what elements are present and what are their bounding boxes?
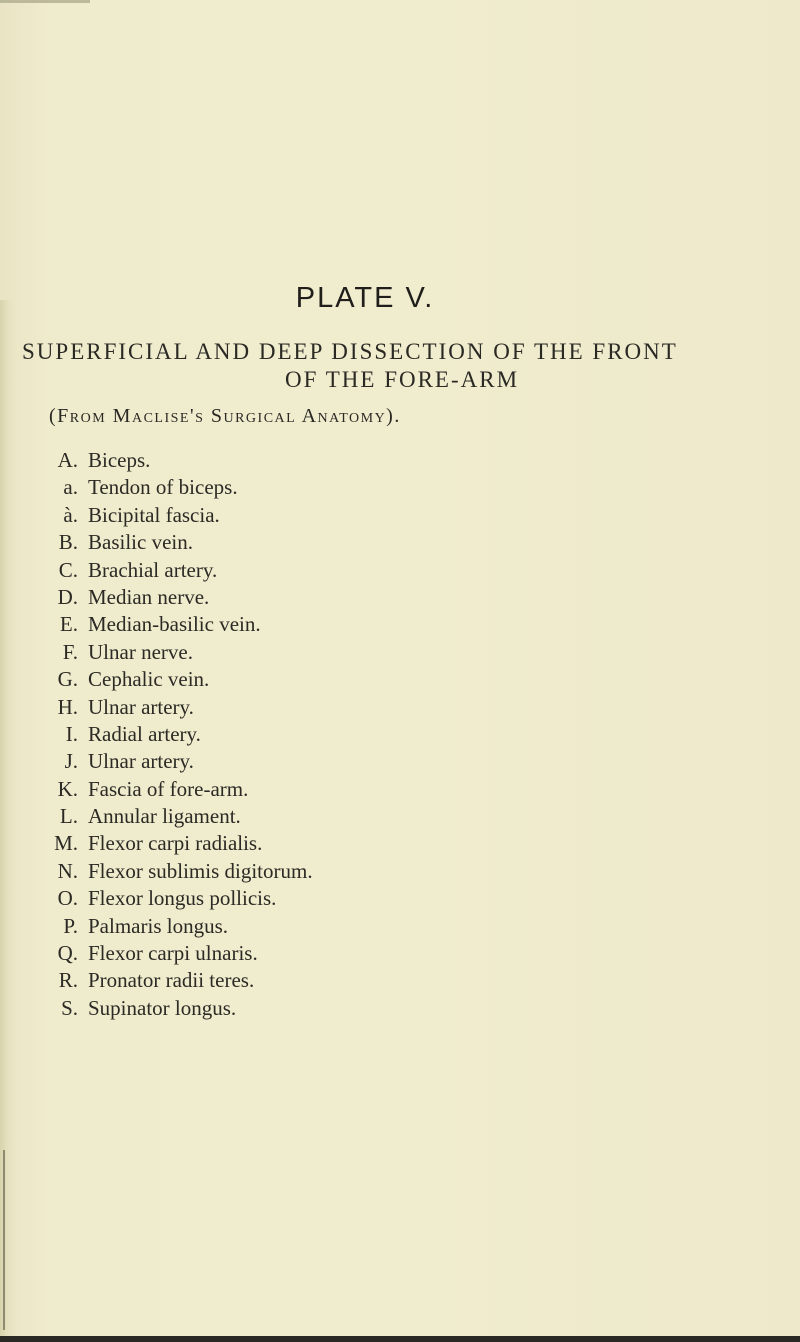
legend-item [50,695,313,722]
legend-term: Palmaris longus. [88,913,228,938]
legend-item [50,749,313,776]
legend-term: Fascia of fore-arm. [88,776,249,801]
legend-term: Median-basilic vein. [88,612,261,637]
legend-term: Ulnar nerve. [88,639,193,664]
legend-item [50,722,313,749]
page-binding-line [3,1150,5,1330]
legend-term: Basilic vein. [88,530,193,555]
legend-key: O. [57,886,78,911]
legend-key: R. [58,968,78,993]
legend-item [50,777,313,804]
plate-title: PLATE V. [295,282,435,314]
legend-item [50,831,313,858]
legend-key: J. [64,749,78,774]
legend-term: Biceps. [88,448,151,472]
legend-term: Brachial artery. [88,557,218,582]
legend-key: C. [58,557,78,582]
legend-key: H. [57,694,78,719]
legend-term: Tendon of biceps. [88,475,238,500]
plate-subtitle-line-2: OF THE FORE-ARM [285,367,520,392]
legend-term: Flexor carpi radialis. [88,831,263,856]
legend-item [50,996,313,1023]
legend-item [50,585,313,612]
legend-item [50,886,313,913]
legend-item [50,667,313,694]
legend-key: a. [63,475,78,500]
legend-term: Annular ligament. [88,804,241,829]
legend-term: Cephalic vein. [88,667,210,692]
legend-item [50,558,313,585]
legend-item [50,448,313,475]
legend-item [50,530,313,557]
legend-item [50,612,313,639]
legend-term: Ulnar artery. [88,749,194,774]
legend-key: M. [54,831,78,856]
legend-term: Flexor longus pollicis. [88,886,277,911]
legend-term: Flexor carpi ulnaris. [88,941,258,966]
legend-item [50,941,313,968]
legend-key: S. [61,995,78,1020]
plate-source: (From Maclise's Surgical Anatomy). [49,405,401,427]
legend-key: P. [63,913,78,938]
legend-list [50,448,313,1023]
legend-item [50,968,313,995]
legend-key: K. [57,776,78,801]
legend-key: à. [63,502,78,527]
legend-term: Median nerve. [88,584,210,609]
legend-term: Radial artery. [88,721,201,746]
page-top-mark [0,0,90,3]
legend-item [50,914,313,941]
legend-term: Bicipital fascia. [88,502,220,527]
legend-key: B. [58,530,78,555]
legend-key: Q. [57,941,78,966]
legend-key: F. [62,639,78,664]
legend-item [50,503,313,530]
plate-subtitle-line-1: SUPERFICIAL AND DEEP DISSECTION OF THE FRONT [22,339,678,364]
legend-key: L. [59,804,78,829]
legend-key: E. [59,612,78,637]
legend-item [50,475,313,502]
legend-item [50,640,313,667]
legend-item [50,804,313,831]
legend-term: Ulnar artery. [88,694,194,719]
legend-term: Pronator radii teres. [88,968,255,993]
legend-key: D. [57,584,78,609]
page-bottom-edge [0,1336,800,1342]
legend-item [50,859,313,886]
legend-term: Flexor sublimis digitorum. [88,858,313,883]
plate-subtitle [22,338,792,394]
legend-term: Supinator longus. [88,995,237,1020]
legend-key: A. [57,448,78,472]
legend-key: N. [57,858,78,883]
legend-key: G. [57,667,78,692]
legend-key: I. [65,721,78,746]
